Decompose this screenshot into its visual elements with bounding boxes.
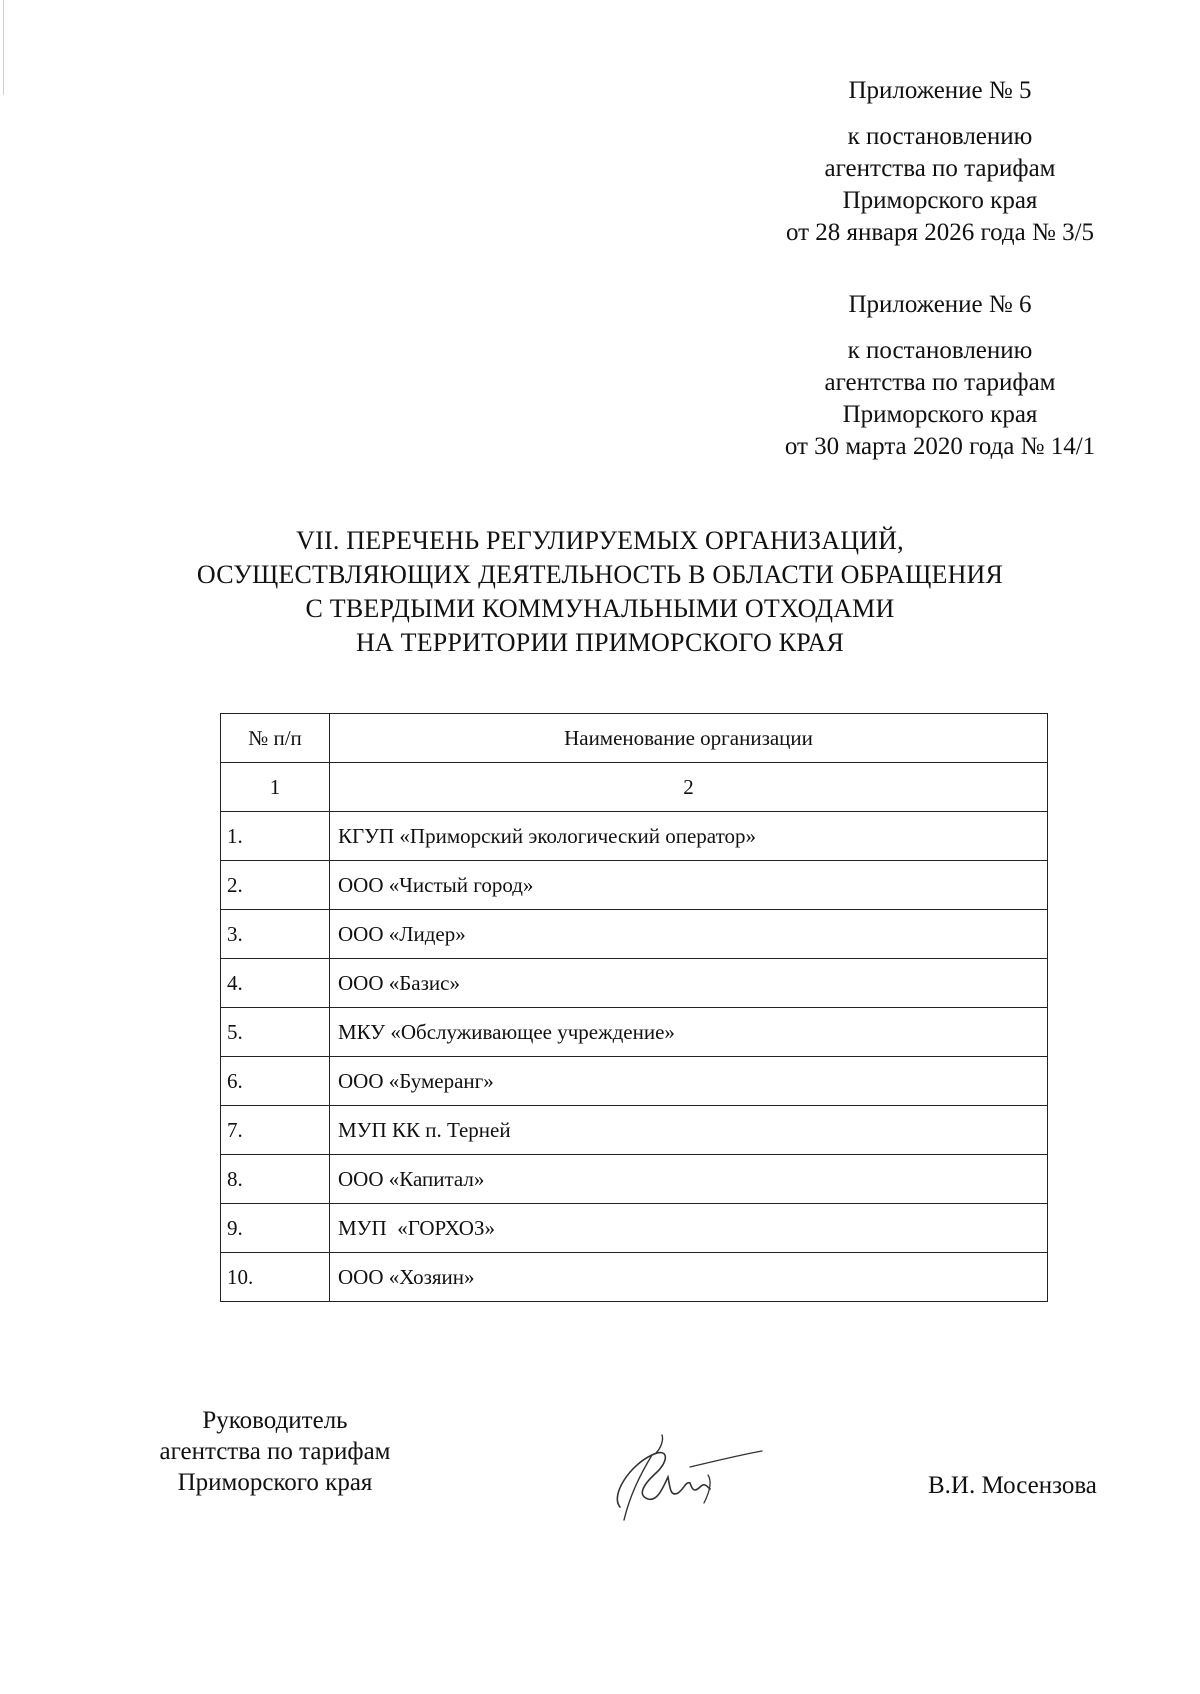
appendix-5-block xyxy=(760,75,1120,249)
scan-edge-mark xyxy=(0,0,4,95)
appendix-5-line-4: от 28 января 2026 года № 3/5 xyxy=(785,219,1095,246)
row-number: 1. xyxy=(221,812,330,861)
row-number: 5. xyxy=(221,1008,330,1057)
table-row xyxy=(221,1253,1048,1302)
row-organization-name: ООО «Бумеранг» xyxy=(330,1057,1048,1106)
table-row xyxy=(221,959,1048,1008)
table-column-number-row xyxy=(221,763,1048,812)
heading-line-4: НА ТЕРРИТОРИИ ПРИМОРСКОГО КРАЯ xyxy=(355,628,845,657)
row-organization-name: МКУ «Обслуживающее учреждение» xyxy=(330,1008,1048,1057)
row-organization-name: КГУП «Приморский экологический оператор» xyxy=(330,812,1048,861)
appendix-5-title: Приложение № 5 xyxy=(848,77,1032,104)
column-number-2: 2 xyxy=(330,763,1048,812)
appendix-5-line-2: агентства по тарифам xyxy=(824,155,1056,182)
heading-line-3: С ТВЕРДЫМИ КОММУНАЛЬНЫМИ ОТХОДАМИ xyxy=(305,594,895,623)
table-row xyxy=(221,1204,1048,1253)
organizations-table xyxy=(220,713,1048,1302)
appendix-5-line-1: к постановлению xyxy=(847,123,1033,150)
row-organization-name: МУП КК п. Терней xyxy=(330,1106,1048,1155)
table-row xyxy=(221,1155,1048,1204)
row-number: 8. xyxy=(221,1155,330,1204)
table-row xyxy=(221,1057,1048,1106)
appendix-6-title: Приложение № 6 xyxy=(848,291,1032,318)
signer-title xyxy=(130,1405,420,1498)
appendix-5-line-3: Приморского края xyxy=(842,187,1038,214)
document-heading xyxy=(100,524,1100,660)
table-row xyxy=(221,812,1048,861)
table-row xyxy=(221,1008,1048,1057)
signer-title-line-3: Приморского края xyxy=(177,1469,373,1496)
appendix-6-line-3: Приморского края xyxy=(842,401,1038,428)
row-organization-name: ООО «Чистый город» xyxy=(330,861,1048,910)
row-number: 4. xyxy=(221,959,330,1008)
row-number: 9. xyxy=(221,1204,330,1253)
appendix-6-line-4: от 30 марта 2020 года № 14/1 xyxy=(784,433,1096,460)
row-number: 10. xyxy=(221,1253,330,1302)
table-row xyxy=(221,910,1048,959)
row-number: 2. xyxy=(221,861,330,910)
row-organization-name: МУП «ГОРХОЗ» xyxy=(330,1204,1048,1253)
row-organization-name: ООО «Капитал» xyxy=(330,1155,1048,1204)
header-organization-name: Наименование организации xyxy=(330,714,1048,763)
row-number: 6. xyxy=(221,1057,330,1106)
heading-line-1: VII. ПЕРЕЧЕНЬ РЕГУЛИРУЕМЫХ ОРГАНИЗАЦИЙ, xyxy=(296,526,904,555)
appendix-6-block xyxy=(760,289,1120,463)
row-number: 7. xyxy=(221,1106,330,1155)
row-organization-name: ООО «Лидер» xyxy=(330,910,1048,959)
row-organization-name: ООО «Хозяин» xyxy=(330,1253,1048,1302)
handwritten-signature xyxy=(590,1425,770,1525)
header-number: № п/п xyxy=(221,714,330,763)
column-number-1: 1 xyxy=(221,763,330,812)
table-header-row xyxy=(221,714,1048,763)
heading-line-2: ОСУЩЕСТВЛЯЮЩИХ ДЕЯТЕЛЬНОСТЬ В ОБЛАСТИ ОБРАЩЕНИЯ xyxy=(196,560,1004,589)
row-number: 3. xyxy=(221,910,330,959)
appendix-6-line-1: к постановлению xyxy=(847,337,1033,364)
table-row xyxy=(221,1106,1048,1155)
signer-title-line-2: агентства по тарифам xyxy=(159,1438,391,1465)
signer-name: В.И. Мосензова xyxy=(928,1472,1097,1499)
table-row xyxy=(221,861,1048,910)
row-organization-name: ООО «Базис» xyxy=(330,959,1048,1008)
signer-title-line-1: Руководитель xyxy=(202,1407,348,1434)
appendix-6-line-2: агентства по тарифам xyxy=(824,369,1056,396)
